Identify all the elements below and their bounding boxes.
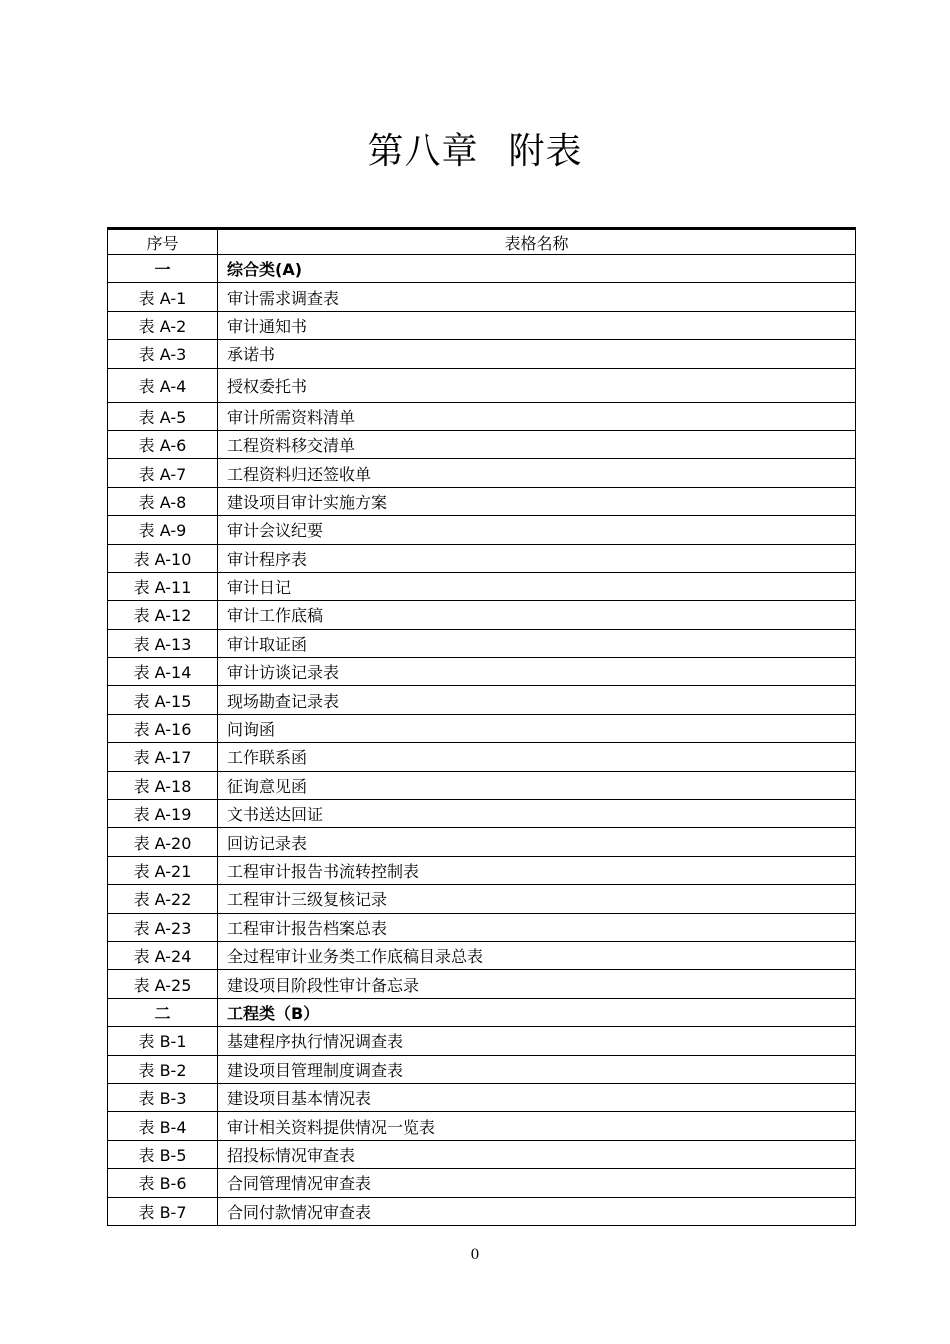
row-name: 建设项目阶段性审计备忘录 — [218, 970, 856, 998]
row-seq: 表 B-2 — [108, 1055, 218, 1083]
section-row — [108, 998, 856, 1026]
row-name: 承诺书 — [218, 340, 856, 368]
row-name: 审计访谈记录表 — [218, 658, 856, 686]
table-row — [108, 800, 856, 828]
table-row — [108, 658, 856, 686]
section-row — [108, 255, 856, 283]
row-seq: 表 B-1 — [108, 1027, 218, 1055]
table-row — [108, 368, 856, 402]
table-row — [108, 1055, 856, 1083]
table-row — [108, 941, 856, 969]
table-row — [108, 1169, 856, 1197]
row-name: 工程类（B） — [218, 998, 856, 1026]
row-name: 征询意见函 — [218, 771, 856, 799]
table-row — [108, 714, 856, 742]
row-seq: 表 A-14 — [108, 658, 218, 686]
row-name: 审计日记 — [218, 572, 856, 600]
row-seq: 表 A-12 — [108, 601, 218, 629]
row-name: 工作联系函 — [218, 743, 856, 771]
header-name: 表格名称 — [218, 229, 856, 255]
row-name: 文书送达回证 — [218, 800, 856, 828]
table-row — [108, 402, 856, 430]
table-row — [108, 686, 856, 714]
row-seq: 表 A-4 — [108, 368, 218, 402]
table-row — [108, 828, 856, 856]
row-seq: 表 A-2 — [108, 311, 218, 339]
row-name: 合同管理情况审查表 — [218, 1169, 856, 1197]
chapter-label: 第八章 — [367, 131, 479, 172]
row-seq: 表 A-7 — [108, 459, 218, 487]
row-seq: 表 A-1 — [108, 283, 218, 311]
row-name: 基建程序执行情况调查表 — [218, 1027, 856, 1055]
row-name: 审计相关资料提供情况一览表 — [218, 1112, 856, 1140]
row-seq: 表 B-6 — [108, 1169, 218, 1197]
row-seq: 表 A-23 — [108, 913, 218, 941]
row-seq: 一 — [108, 255, 218, 283]
row-seq: 表 A-22 — [108, 885, 218, 913]
page-number: 0 — [470, 1247, 480, 1263]
table-row — [108, 340, 856, 368]
row-seq: 表 A-9 — [108, 516, 218, 544]
row-seq: 表 A-10 — [108, 544, 218, 572]
row-seq: 表 A-11 — [108, 572, 218, 600]
table-row — [108, 1083, 856, 1111]
row-name: 建设项目审计实施方案 — [218, 487, 856, 515]
row-name: 建设项目基本情况表 — [218, 1083, 856, 1111]
row-name: 审计程序表 — [218, 544, 856, 572]
row-seq: 表 A-19 — [108, 800, 218, 828]
row-name: 审计取证函 — [218, 629, 856, 657]
row-seq: 表 A-17 — [108, 743, 218, 771]
table-row — [108, 283, 856, 311]
table-row — [108, 601, 856, 629]
row-name: 审计工作底稿 — [218, 601, 856, 629]
row-name: 授权委托书 — [218, 368, 856, 402]
table-row — [108, 1140, 856, 1168]
row-seq: 表 B-4 — [108, 1112, 218, 1140]
row-seq: 表 A-18 — [108, 771, 218, 799]
row-name: 审计通知书 — [218, 311, 856, 339]
row-seq: 表 B-5 — [108, 1140, 218, 1168]
table-row — [108, 743, 856, 771]
row-seq: 表 A-20 — [108, 828, 218, 856]
table-row — [108, 311, 856, 339]
row-seq: 表 A-21 — [108, 856, 218, 884]
row-seq: 表 A-16 — [108, 714, 218, 742]
row-seq: 表 B-7 — [108, 1197, 218, 1225]
table-row — [108, 856, 856, 884]
row-seq: 表 A-5 — [108, 402, 218, 430]
appendix-table — [107, 227, 856, 1226]
row-name: 合同付款情况审查表 — [218, 1197, 856, 1225]
table-row — [108, 1112, 856, 1140]
row-name: 工程资料移交清单 — [218, 430, 856, 458]
row-name: 问询函 — [218, 714, 856, 742]
row-seq: 表 A-25 — [108, 970, 218, 998]
table-row — [108, 572, 856, 600]
row-seq: 表 A-15 — [108, 686, 218, 714]
table-row — [108, 629, 856, 657]
table-row — [108, 771, 856, 799]
table-row — [108, 459, 856, 487]
chapter-name: 附表 — [508, 131, 583, 172]
row-seq: 表 A-6 — [108, 430, 218, 458]
row-seq: 表 A-24 — [108, 941, 218, 969]
table-header-row — [108, 229, 856, 255]
row-name: 工程资料归还签收单 — [218, 459, 856, 487]
row-name: 工程审计三级复核记录 — [218, 885, 856, 913]
row-name: 全过程审计业务类工作底稿目录总表 — [218, 941, 856, 969]
row-name: 工程审计报告书流转控制表 — [218, 856, 856, 884]
row-name: 工程审计报告档案总表 — [218, 913, 856, 941]
row-seq: 表 A-8 — [108, 487, 218, 515]
table-row — [108, 970, 856, 998]
row-seq: 表 A-13 — [108, 629, 218, 657]
row-name: 审计需求调查表 — [218, 283, 856, 311]
table-row — [108, 885, 856, 913]
row-seq: 表 A-3 — [108, 340, 218, 368]
row-seq: 表 B-3 — [108, 1083, 218, 1111]
table-body — [108, 255, 856, 1226]
row-name: 回访记录表 — [218, 828, 856, 856]
row-seq: 二 — [108, 998, 218, 1026]
page-title — [0, 128, 950, 176]
table-row — [108, 430, 856, 458]
table-row — [108, 487, 856, 515]
table-row — [108, 516, 856, 544]
table-row — [108, 1197, 856, 1225]
header-seq: 序号 — [108, 229, 218, 255]
row-name: 综合类(A) — [218, 255, 856, 283]
table-row — [108, 1027, 856, 1055]
row-name: 审计会议纪要 — [218, 516, 856, 544]
row-name: 建设项目管理制度调查表 — [218, 1055, 856, 1083]
table-row — [108, 913, 856, 941]
row-name: 审计所需资料清单 — [218, 402, 856, 430]
row-name: 招投标情况审查表 — [218, 1140, 856, 1168]
table-row — [108, 544, 856, 572]
row-name: 现场勘查记录表 — [218, 686, 856, 714]
